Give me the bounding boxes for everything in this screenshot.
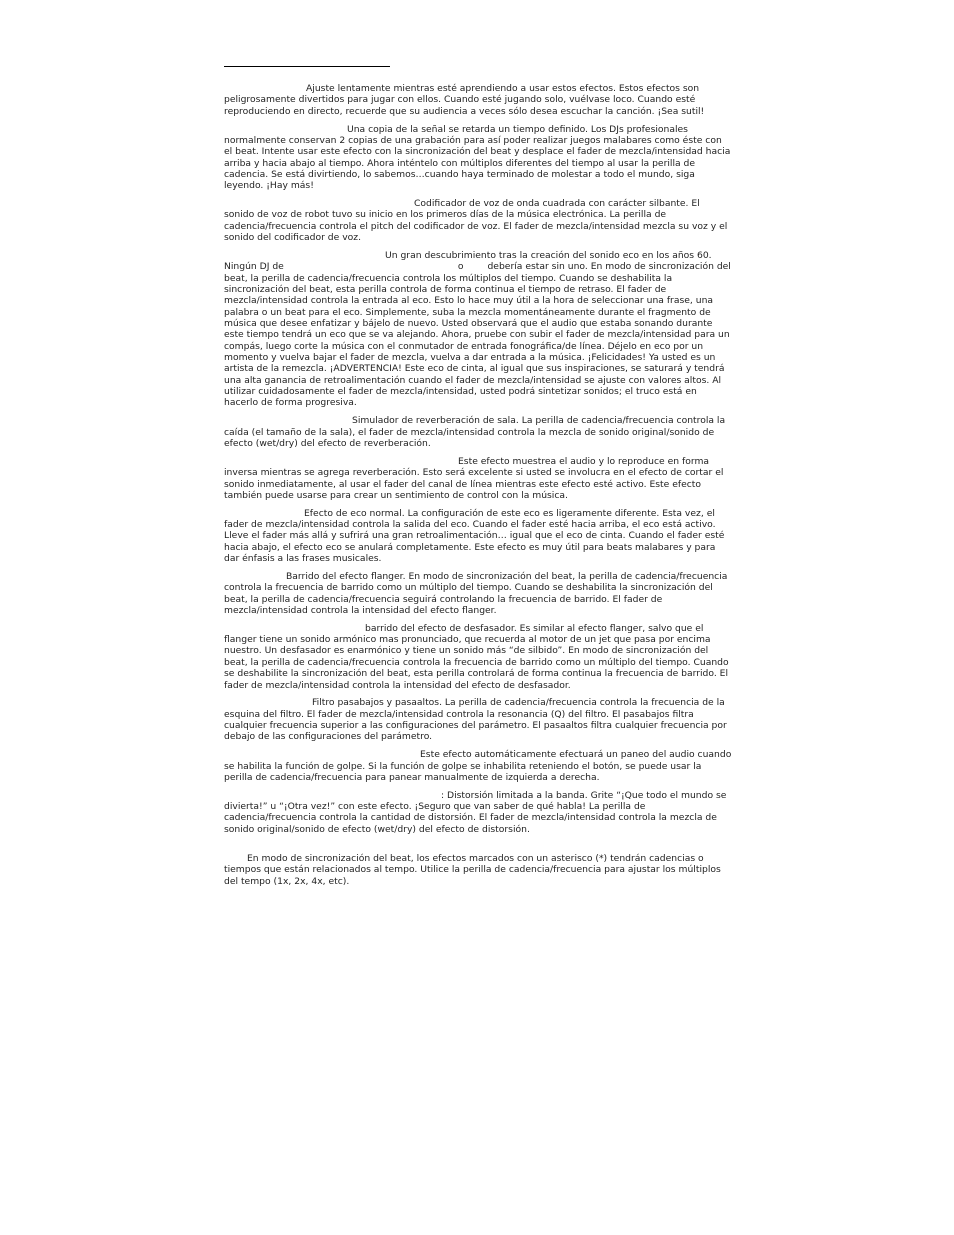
- paragraph-vocoder: [224, 198, 732, 243]
- paragraph-pan: [224, 749, 732, 783]
- paragraph-tape-echo: [224, 250, 732, 409]
- paragraph-flanger: [224, 571, 732, 616]
- paragraph-text: Filtro pasabajos y pasaaltos. La perilla de cadencia/frecuencia controla la frecuencia de la esquina del filtro. El fader de mezcla/intensidad controla la resonancia (Q) del filtro. El pasabajos filtra cualquier frecuencia superior a las configuraciones del parámetro. El pasaaltos filtra cualquier frecuencia por debajo de las configuraciones del parámetro.: [224, 697, 727, 743]
- paragraph-distortion: [224, 790, 732, 835]
- document-body: [224, 83, 732, 894]
- paragraph-normal-echo: [224, 508, 732, 565]
- paragraph-filter: [224, 697, 732, 742]
- paragraph-echo-delay: [224, 124, 732, 192]
- paragraph-reverse: [224, 456, 732, 501]
- paragraph-text-dj-start: Ningún DJ de: [224, 261, 284, 273]
- paragraph-text: barrido del efecto de desfasador. Es similar al efecto flanger, salvo que el flanger tiene un sonido armónico mas pronunciado, que recuerda al motor de un jet que pasa por encima nuestro. Un desfasador es enarmónico y tiene un sonido más “de silbido”. En modo de sincronización del beat, la perilla de cadencia/frecuencia controla la frecuencia de barrido como un múltiplo del tiempo. Cuando se deshabilite la sincronización del beat, esta perilla controlará de forma continua la frecuencia de barrido. El fader de mezcla/intensidad controla la intensidad del efecto de desfasador.: [224, 622, 729, 691]
- paragraph-text: debería estar sin uno. En modo de sincronización del beat, la perilla de cadencia/frecuencia controla los múltiplos del tiempo. Cuando se deshabilita la sincronización del beat, esta perilla controla de forma continua el tiempo de retraso. El fader de mezcla/intensidad controla la entrada al eco. Esto lo hace muy útil a la hora de seleccionar una frase, una palabra o un beat para el eco. Simplemente, suba la mezcla momentáneamente durante el fragmento de música que desee enfatizar y bájelo de nuevo. Usted observará que el audio que estaba sonando durante este tiempo tendrá un eco que se va alejando. Ahora, pruebe con subir el fader de mezcla/intensidad para un compás, luego corte la música con el conmutador de entrada fonográfica/de línea. Déjelo en eco por un momento y vuelva bajar el fader de mezcla, vuelva a dar entrada a la música. ¡Felicidades! Ya usted es un artista de la remezcla. ¡ADVERTENCIA! Este eco de cinta, al igual que sus inspiraciones, se saturará y tendrá una alta ganancia de retroalimentación cuando el fader de mezcla/intensidad se ajuste con valores altos. Al utilizar cuidadosamente el fader de mezcla/intensidad, usted podrá sintetizar sonidos; el truco está en hacerlo de forma progresiva.: [224, 261, 731, 409]
- paragraph-reverb: [224, 415, 732, 449]
- paragraph-text: Simulador de reverberación de sala. La perilla de cadencia/frecuencia controla la caída (el tamaño de la sala), el fader de mezcla/intensidad controla la mezcla de sonido original/sonido de efecto (wet/dry) del efecto de reverberación.: [224, 415, 726, 449]
- paragraph-phaser: [224, 623, 732, 691]
- paragraph-tempo-note: [224, 853, 732, 887]
- paragraph-text: : Distorsión limitada a la banda. Grite “¡Que todo el mundo se divierta!” u “¡Otra vez!” con este efecto. ¡Seguro que van saber de qué habla! La perilla de cadencia/frecuencia controla la cantidad de distorsión. El fader de mezcla/intensidad controla la mezcla de sonido original/sonido de efecto (wet/dry) del efecto de distorsión.: [224, 789, 727, 835]
- paragraph-intro-warning: [224, 83, 732, 117]
- paragraph-text: Codificador de voz de onda cuadrada con carácter silbante. El sonido de voz de robot tuvo su inicio en los primeros días de la música electrónica. La perilla de cadencia/frecuencia controla el pitch del codificador de voz. El fader de mezcla/intensidad mezcla su voz y el sonido del codificador de voz.: [224, 198, 728, 244]
- footnote-separator-line: [224, 66, 390, 67]
- paragraph-text: Efecto de eco normal. La configuración de este eco es ligeramente diferente. Esta vez, el fader de mezcla/intensidad controla la salida del eco. Cuando el fader esté hacia arriba, el eco está activo. Lleve el fader más allá y sufrirá una gran retroalimentación… igual que el eco de cinta. Cuando el fader esté hacia abajo, el efecto eco se anulará completamente. Este efecto es muy útil para beats malabares y para dar énfasis a las frases musicales.: [224, 507, 725, 565]
- paragraph-text: Un gran descubrimiento tras la creación del sonido eco en los años 60.: [385, 249, 712, 261]
- paragraph-text: Este efecto automáticamente efectuará un paneo del audio cuando se habilita la función de golpe. Si la función de golpe se inhabilita reteniendo el botón, se puede usar la perilla de cadencia/frecuencia para panear manualmente de izquierda a derecha.: [224, 749, 732, 783]
- paragraph-text: Ajuste lentamente mientras esté aprendiendo a usar estos efectos. Estos efectos son peligrosamente divertidos para jugar con ellos. Cuando esté jugando solo, vuélvase loco. Cuando esté reproduciendo en directo, recuerde que su audiencia a veces sólo desea escuchar la canción. ¡Sea sutil!: [224, 83, 705, 117]
- paragraph-text: Barrido del efecto flanger. En modo de sincronización del beat, la perilla de cadencia/frecuencia controla la frecuencia de barrido como un múltiplo del tiempo. Cuando se deshabilita la sincronización del beat, la perilla de cadencia/frecuencia seguirá controlando la frecuencia de barrido. El fader de mezcla/intensidad controla la intensidad del efecto flanger.: [224, 570, 728, 616]
- paragraph-text-connector: o: [457, 261, 464, 273]
- paragraph-text: Este efecto muestrea el audio y lo reproduce en forma inversa mientras se agrega reverberación. Esto será excelente si usted se involucra en el efecto de cortar el sonido inmediatamente, al usar el fader del canal de línea mientras este efecto esté activo. Este efecto también puede usarse para crear un sentimiento de control con la música.: [224, 455, 724, 501]
- paragraph-text: Una copia de la señal se retarda un tiempo definido. Los DJs profesionales normalmente conservan 2 copias de una grabación para así poder realizar juegos malabares como éste con el beat. Intente usar este efecto con la sincronización del beat y desplace el fader de mezcla/intensidad hacia arriba y hacia abajo al tiempo. Ahora inténtelo con múltiplos diferentes del tiempo al usar la perilla de cadencia. Se está divirtiendo, lo sabemos…cuando haya terminado de molestar a todo el mundo, siga leyendo. ¡Hay más!: [224, 123, 731, 192]
- paragraph-text: En modo de sincronización del beat, los efectos marcados con un asterisco (*) tendrán cadencias o tiempos que están relacionados al tempo. Utilice la perilla de cadencia/frecuencia para ajustar los múltiplos del tempo (1x, 2x, 4x, etc).: [224, 853, 721, 887]
